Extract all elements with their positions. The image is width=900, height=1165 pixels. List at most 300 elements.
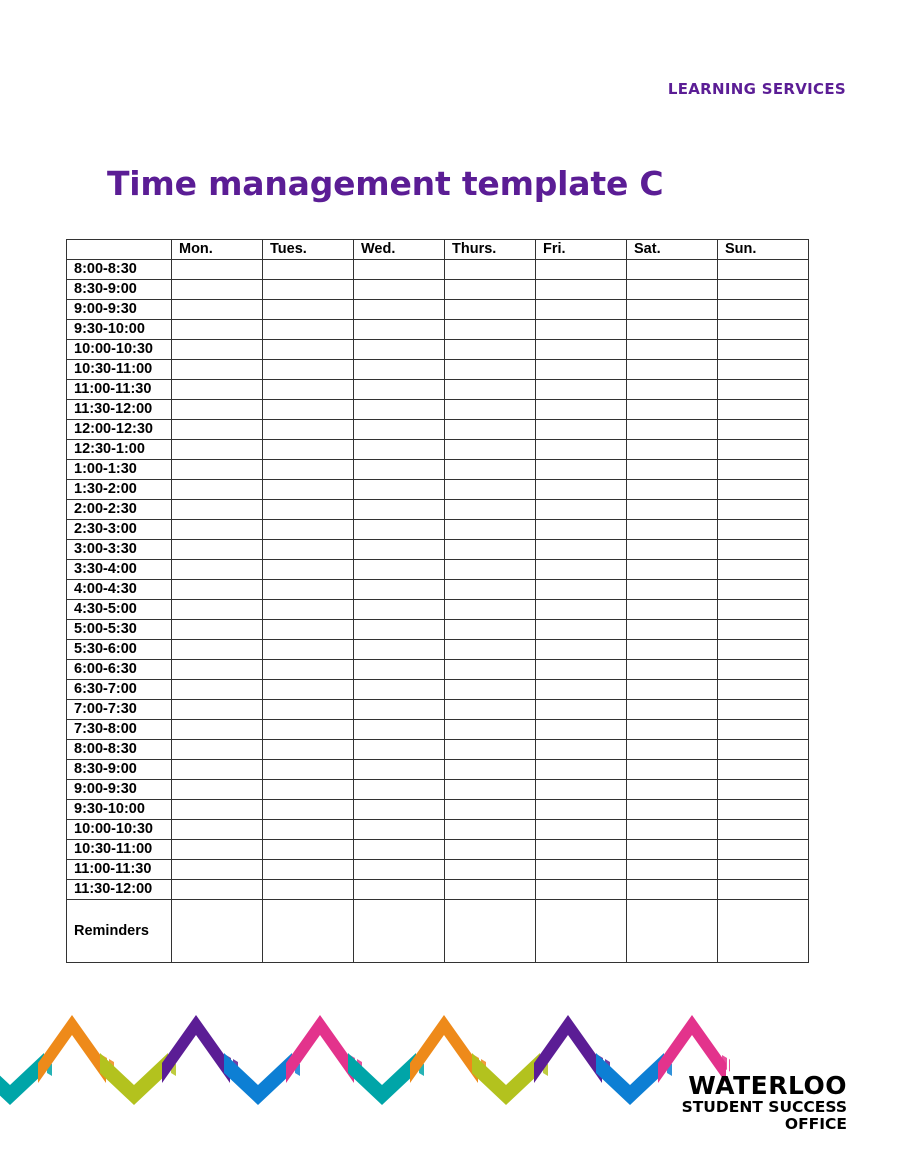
time-slot-label: 9:00-9:30 [67, 300, 172, 320]
schedule-cell-mon[interactable] [172, 760, 263, 780]
schedule-cell-thu[interactable] [445, 680, 536, 700]
schedule-cell-sat[interactable] [627, 520, 718, 540]
schedule-cell-wed[interactable] [354, 580, 445, 600]
schedule-cell-fri[interactable] [536, 880, 627, 900]
reminders-cell-wed[interactable] [354, 900, 445, 963]
schedule-cell-sun[interactable] [718, 860, 809, 880]
schedule-cell-thu[interactable] [445, 720, 536, 740]
schedule-cell-wed[interactable] [354, 380, 445, 400]
schedule-cell-fri[interactable] [536, 520, 627, 540]
schedule-cell-tue[interactable] [263, 660, 354, 680]
schedule-cell-sun[interactable] [718, 520, 809, 540]
schedule-cell-mon[interactable] [172, 860, 263, 880]
schedule-cell-tue[interactable] [263, 440, 354, 460]
schedule-cell-fri[interactable] [536, 840, 627, 860]
schedule-cell-tue[interactable] [263, 860, 354, 880]
schedule-cell-sun[interactable] [718, 340, 809, 360]
schedule-cell-sat[interactable] [627, 640, 718, 660]
schedule-cell-sat[interactable] [627, 760, 718, 780]
schedule-cell-tue[interactable] [263, 540, 354, 560]
time-slot-label: 11:00-11:30 [67, 860, 172, 880]
schedule-cell-fri[interactable] [536, 600, 627, 620]
schedule-cell-thu[interactable] [445, 880, 536, 900]
table-row [67, 300, 809, 320]
schedule-cell-thu[interactable] [445, 360, 536, 380]
table-row [67, 660, 809, 680]
schedule-cell-sat[interactable] [627, 480, 718, 500]
schedule-cell-tue[interactable] [263, 820, 354, 840]
chevron-shape [0, 1053, 44, 1105]
time-slot-label: 8:30-9:00 [67, 280, 172, 300]
schedule-cell-fri[interactable] [536, 540, 627, 560]
schedule-cell-wed[interactable] [354, 340, 445, 360]
schedule-cell-tue[interactable] [263, 580, 354, 600]
schedule-cell-sun[interactable] [718, 880, 809, 900]
schedule-cell-mon[interactable] [172, 280, 263, 300]
schedule-cell-sun[interactable] [718, 400, 809, 420]
schedule-cell-sun[interactable] [718, 660, 809, 680]
schedule-cell-fri[interactable] [536, 380, 627, 400]
schedule-cell-fri[interactable] [536, 480, 627, 500]
schedule-cell-wed[interactable] [354, 700, 445, 720]
column-header-tue: Tues. [263, 240, 354, 260]
schedule-cell-sun[interactable] [718, 620, 809, 640]
time-slot-label: 4:00-4:30 [67, 580, 172, 600]
schedule-cell-thu[interactable] [445, 500, 536, 520]
schedule-cell-mon[interactable] [172, 560, 263, 580]
schedule-cell-mon[interactable] [172, 620, 263, 640]
schedule-cell-wed[interactable] [354, 720, 445, 740]
table-row [67, 600, 809, 620]
schedule-cell-thu[interactable] [445, 620, 536, 640]
schedule-cell-mon[interactable] [172, 520, 263, 540]
schedule-cell-sat[interactable] [627, 420, 718, 440]
schedule-cell-tue[interactable] [263, 300, 354, 320]
table-row [67, 340, 809, 360]
time-slot-label: 2:30-3:00 [67, 520, 172, 540]
schedule-cell-sat[interactable] [627, 300, 718, 320]
schedule-cell-sun[interactable] [718, 360, 809, 380]
logo-subtitle-line2: OFFICE [784, 1115, 847, 1133]
schedule-cell-fri[interactable] [536, 500, 627, 520]
schedule-cell-wed[interactable] [354, 760, 445, 780]
schedule-cell-tue[interactable] [263, 740, 354, 760]
schedule-cell-tue[interactable] [263, 780, 354, 800]
schedule-cell-wed[interactable] [354, 560, 445, 580]
schedule-cell-mon[interactable] [172, 820, 263, 840]
schedule-cell-mon[interactable] [172, 720, 263, 740]
table-row [67, 860, 809, 880]
schedule-cell-sat[interactable] [627, 400, 718, 420]
schedule-cell-sun[interactable] [718, 580, 809, 600]
schedule-cell-tue[interactable] [263, 760, 354, 780]
time-slot-label: 8:30-9:00 [67, 760, 172, 780]
time-slot-label: 3:00-3:30 [67, 540, 172, 560]
schedule-cell-mon[interactable] [172, 840, 263, 860]
schedule-cell-thu[interactable] [445, 300, 536, 320]
schedule-cell-wed[interactable] [354, 540, 445, 560]
schedule-cell-tue[interactable] [263, 700, 354, 720]
time-slot-label: 7:30-8:00 [67, 720, 172, 740]
schedule-cell-thu[interactable] [445, 580, 536, 600]
schedule-cell-tue[interactable] [263, 680, 354, 700]
schedule-cell-thu[interactable] [445, 780, 536, 800]
schedule-cell-thu[interactable] [445, 560, 536, 580]
schedule-cell-sat[interactable] [627, 600, 718, 620]
column-header-mon: Mon. [172, 240, 263, 260]
schedule-cell-sat[interactable] [627, 560, 718, 580]
schedule-cell-sun[interactable] [718, 680, 809, 700]
schedule-cell-tue[interactable] [263, 500, 354, 520]
time-slot-label: 10:30-11:00 [67, 840, 172, 860]
schedule-cell-thu[interactable] [445, 540, 536, 560]
schedule-cell-mon[interactable] [172, 380, 263, 400]
schedule-cell-wed[interactable] [354, 780, 445, 800]
schedule-cell-sat[interactable] [627, 340, 718, 360]
table-row [67, 280, 809, 300]
schedule-cell-tue[interactable] [263, 280, 354, 300]
schedule-cell-tue[interactable] [263, 620, 354, 640]
schedule-cell-sat[interactable] [627, 680, 718, 700]
schedule-cell-fri[interactable] [536, 860, 627, 880]
schedule-cell-thu[interactable] [445, 280, 536, 300]
column-header-thu: Thurs. [445, 240, 536, 260]
time-slot-label: 12:30-1:00 [67, 440, 172, 460]
table-row [67, 880, 809, 900]
time-slot-label: 6:30-7:00 [67, 680, 172, 700]
schedule-cell-tue[interactable] [263, 800, 354, 820]
schedule-cell-sat[interactable] [627, 620, 718, 640]
time-slot-label: 9:30-10:00 [67, 800, 172, 820]
schedule-cell-fri[interactable] [536, 800, 627, 820]
schedule-cell-sun[interactable] [718, 480, 809, 500]
schedule-cell-wed[interactable] [354, 280, 445, 300]
time-slot-label: 10:00-10:30 [67, 340, 172, 360]
schedule-table [66, 239, 809, 963]
schedule-cell-sun[interactable] [718, 740, 809, 760]
schedule-cell-mon[interactable] [172, 460, 263, 480]
schedule-cell-sat[interactable] [627, 460, 718, 480]
reminders-cell-tue[interactable] [263, 900, 354, 963]
schedule-cell-sat[interactable] [627, 720, 718, 740]
schedule-cell-fri[interactable] [536, 360, 627, 380]
table-row [67, 780, 809, 800]
section-label: LEARNING SERVICES [667, 80, 846, 98]
logo-wordmark: WATERLOO [688, 1071, 847, 1100]
time-slot-label: 1:30-2:00 [67, 480, 172, 500]
schedule-cell-thu[interactable] [445, 820, 536, 840]
schedule-cell-mon[interactable] [172, 440, 263, 460]
header-row [67, 240, 809, 260]
table-row [67, 460, 809, 480]
chevron-pattern-graphic [0, 1005, 730, 1125]
schedule-cell-sun[interactable] [718, 760, 809, 780]
table-row [67, 440, 809, 460]
schedule-cell-thu[interactable] [445, 700, 536, 720]
table-row [67, 620, 809, 640]
schedule-cell-thu[interactable] [445, 520, 536, 540]
schedule-cell-sat[interactable] [627, 440, 718, 460]
table-row [67, 560, 809, 580]
schedule-cell-wed[interactable] [354, 500, 445, 520]
schedule-body [67, 260, 809, 963]
schedule-cell-wed[interactable] [354, 600, 445, 620]
schedule-cell-mon[interactable] [172, 420, 263, 440]
schedule-cell-wed[interactable] [354, 460, 445, 480]
schedule-cell-fri[interactable] [536, 280, 627, 300]
schedule-cell-mon[interactable] [172, 360, 263, 380]
schedule-cell-sun[interactable] [718, 540, 809, 560]
column-header-sun: Sun. [718, 240, 809, 260]
schedule-cell-sat[interactable] [627, 280, 718, 300]
table-row [67, 540, 809, 560]
schedule-cell-mon[interactable] [172, 400, 263, 420]
time-slot-label: 6:00-6:30 [67, 660, 172, 680]
reminders-cell-sun[interactable] [718, 900, 809, 963]
schedule-cell-wed[interactable] [354, 440, 445, 460]
schedule-cell-sun[interactable] [718, 280, 809, 300]
schedule-cell-sun[interactable] [718, 260, 809, 280]
schedule-cell-wed[interactable] [354, 320, 445, 340]
schedule-cell-thu[interactable] [445, 340, 536, 360]
time-slot-label: 5:30-6:00 [67, 640, 172, 660]
schedule-cell-fri[interactable] [536, 700, 627, 720]
schedule-cell-wed[interactable] [354, 640, 445, 660]
schedule-cell-wed[interactable] [354, 480, 445, 500]
table-row [67, 580, 809, 600]
schedule-cell-tue[interactable] [263, 460, 354, 480]
schedule-cell-thu[interactable] [445, 260, 536, 280]
schedule-cell-fri[interactable] [536, 420, 627, 440]
schedule-cell-sun[interactable] [718, 560, 809, 580]
schedule-cell-wed[interactable] [354, 660, 445, 680]
time-slot-label: 5:00-5:30 [67, 620, 172, 640]
schedule-cell-sun[interactable] [718, 840, 809, 860]
schedule-cell-fri[interactable] [536, 680, 627, 700]
schedule-cell-sun[interactable] [718, 460, 809, 480]
schedule-cell-fri[interactable] [536, 640, 627, 660]
schedule-cell-sat[interactable] [627, 380, 718, 400]
reminders-cell-fri[interactable] [536, 900, 627, 963]
time-slot-label: 1:00-1:30 [67, 460, 172, 480]
schedule-cell-wed[interactable] [354, 800, 445, 820]
schedule-cell-sat[interactable] [627, 580, 718, 600]
schedule-cell-sat[interactable] [627, 840, 718, 860]
schedule-cell-wed[interactable] [354, 740, 445, 760]
schedule-cell-mon[interactable] [172, 320, 263, 340]
schedule-cell-thu[interactable] [445, 460, 536, 480]
time-slot-label: 9:30-10:00 [67, 320, 172, 340]
schedule-cell-wed[interactable] [354, 680, 445, 700]
time-slot-label: 11:30-12:00 [67, 880, 172, 900]
table-row [67, 380, 809, 400]
schedule-cell-mon[interactable] [172, 580, 263, 600]
schedule-cell-thu[interactable] [445, 760, 536, 780]
schedule-cell-sun[interactable] [718, 800, 809, 820]
schedule-cell-sat[interactable] [627, 260, 718, 280]
schedule-cell-sat[interactable] [627, 880, 718, 900]
schedule-cell-mon[interactable] [172, 780, 263, 800]
schedule-cell-thu[interactable] [445, 400, 536, 420]
schedule-cell-sun[interactable] [718, 420, 809, 440]
schedule-cell-sat[interactable] [627, 500, 718, 520]
table-row [67, 840, 809, 860]
schedule-cell-wed[interactable] [354, 880, 445, 900]
schedule-cell-tue[interactable] [263, 400, 354, 420]
schedule-cell-tue[interactable] [263, 320, 354, 340]
schedule-cell-thu[interactable] [445, 800, 536, 820]
schedule-cell-thu[interactable] [445, 320, 536, 340]
schedule-cell-sat[interactable] [627, 800, 718, 820]
schedule-cell-thu[interactable] [445, 600, 536, 620]
schedule-cell-fri[interactable] [536, 720, 627, 740]
schedule-cell-wed[interactable] [354, 300, 445, 320]
schedule-cell-sat[interactable] [627, 780, 718, 800]
schedule-cell-thu[interactable] [445, 840, 536, 860]
schedule-cell-fri[interactable] [536, 740, 627, 760]
schedule-cell-sat[interactable] [627, 320, 718, 340]
schedule-cell-wed[interactable] [354, 860, 445, 880]
schedule-cell-thu[interactable] [445, 440, 536, 460]
schedule-cell-mon[interactable] [172, 300, 263, 320]
schedule-cell-fri[interactable] [536, 820, 627, 840]
time-slot-label: 3:30-4:00 [67, 560, 172, 580]
schedule-cell-fri[interactable] [536, 400, 627, 420]
schedule-cell-mon[interactable] [172, 600, 263, 620]
schedule-cell-thu[interactable] [445, 860, 536, 880]
schedule-cell-fri[interactable] [536, 620, 627, 640]
table-row [67, 740, 809, 760]
schedule-cell-wed[interactable] [354, 420, 445, 440]
table-row [67, 360, 809, 380]
schedule-cell-thu[interactable] [445, 480, 536, 500]
schedule-cell-fri[interactable] [536, 780, 627, 800]
schedule-cell-sat[interactable] [627, 700, 718, 720]
schedule-cell-wed[interactable] [354, 400, 445, 420]
schedule-cell-wed[interactable] [354, 620, 445, 640]
schedule-cell-thu[interactable] [445, 740, 536, 760]
schedule-cell-wed[interactable] [354, 820, 445, 840]
schedule-cell-sun[interactable] [718, 780, 809, 800]
table-row [67, 640, 809, 660]
schedule-cell-fri[interactable] [536, 340, 627, 360]
schedule-cell-sun[interactable] [718, 700, 809, 720]
schedule-cell-mon[interactable] [172, 680, 263, 700]
schedule-cell-tue[interactable] [263, 380, 354, 400]
schedule-cell-thu[interactable] [445, 640, 536, 660]
schedule-cell-thu[interactable] [445, 380, 536, 400]
time-slot-label: 8:00-8:30 [67, 260, 172, 280]
schedule-cell-mon[interactable] [172, 500, 263, 520]
schedule-cell-sun[interactable] [718, 440, 809, 460]
schedule-cell-sun[interactable] [718, 300, 809, 320]
schedule-cell-sat[interactable] [627, 540, 718, 560]
table-row [67, 500, 809, 520]
schedule-cell-mon[interactable] [172, 260, 263, 280]
schedule-cell-mon[interactable] [172, 480, 263, 500]
schedule-cell-sat[interactable] [627, 740, 718, 760]
table-row [67, 260, 809, 280]
schedule-cell-tue[interactable] [263, 840, 354, 860]
schedule-cell-thu[interactable] [445, 420, 536, 440]
reminders-cell-mon[interactable] [172, 900, 263, 963]
page-title: Time management template C [107, 164, 664, 203]
schedule-cell-wed[interactable] [354, 360, 445, 380]
reminders-cell-sat[interactable] [627, 900, 718, 963]
schedule-cell-tue[interactable] [263, 720, 354, 740]
reminders-row [67, 900, 809, 963]
schedule-cell-sat[interactable] [627, 360, 718, 380]
schedule-cell-sun[interactable] [718, 600, 809, 620]
schedule-cell-tue[interactable] [263, 600, 354, 620]
schedule-cell-fri[interactable] [536, 320, 627, 340]
logo-subtitle-line1: STUDENT SUCCESS [681, 1098, 847, 1116]
schedule-cell-mon[interactable] [172, 880, 263, 900]
schedule-cell-sun[interactable] [718, 820, 809, 840]
schedule-cell-tue[interactable] [263, 560, 354, 580]
table-row [67, 720, 809, 740]
waterloo-logo [682, 1073, 847, 1133]
time-slot-label: 9:00-9:30 [67, 780, 172, 800]
schedule-cell-mon[interactable] [172, 540, 263, 560]
schedule-cell-tue[interactable] [263, 420, 354, 440]
time-slot-label: 12:00-12:30 [67, 420, 172, 440]
schedule-cell-sun[interactable] [718, 720, 809, 740]
schedule-cell-fri[interactable] [536, 760, 627, 780]
reminders-cell-thu[interactable] [445, 900, 536, 963]
schedule-cell-fri[interactable] [536, 440, 627, 460]
schedule-cell-sun[interactable] [718, 640, 809, 660]
time-slot-label: 10:00-10:30 [67, 820, 172, 840]
column-header-wed: Wed. [354, 240, 445, 260]
schedule-cell-mon[interactable] [172, 660, 263, 680]
schedule-cell-tue[interactable] [263, 640, 354, 660]
schedule-cell-wed[interactable] [354, 260, 445, 280]
schedule-cell-mon[interactable] [172, 740, 263, 760]
schedule-cell-sun[interactable] [718, 500, 809, 520]
table-row [67, 480, 809, 500]
schedule-cell-mon[interactable] [172, 700, 263, 720]
schedule-cell-sun[interactable] [718, 320, 809, 340]
time-slot-label: 11:00-11:30 [67, 380, 172, 400]
schedule-cell-tue[interactable] [263, 480, 354, 500]
schedule-cell-fri[interactable] [536, 300, 627, 320]
table-row [67, 800, 809, 820]
schedule-cell-fri[interactable] [536, 580, 627, 600]
schedule-cell-thu[interactable] [445, 660, 536, 680]
schedule-cell-tue[interactable] [263, 260, 354, 280]
schedule-cell-tue[interactable] [263, 340, 354, 360]
schedule-cell-mon[interactable] [172, 800, 263, 820]
schedule-cell-tue[interactable] [263, 520, 354, 540]
schedule-cell-fri[interactable] [536, 660, 627, 680]
table-row [67, 420, 809, 440]
table-row [67, 820, 809, 840]
schedule-cell-mon[interactable] [172, 640, 263, 660]
schedule-cell-sun[interactable] [718, 380, 809, 400]
schedule-cell-sat[interactable] [627, 860, 718, 880]
schedule-cell-wed[interactable] [354, 520, 445, 540]
schedule-cell-fri[interactable] [536, 560, 627, 580]
schedule-cell-tue[interactable] [263, 360, 354, 380]
schedule-cell-sat[interactable] [627, 820, 718, 840]
schedule-cell-fri[interactable] [536, 460, 627, 480]
schedule-cell-wed[interactable] [354, 840, 445, 860]
schedule-cell-fri[interactable] [536, 260, 627, 280]
schedule-cell-sat[interactable] [627, 660, 718, 680]
schedule-cell-tue[interactable] [263, 880, 354, 900]
schedule-cell-mon[interactable] [172, 340, 263, 360]
